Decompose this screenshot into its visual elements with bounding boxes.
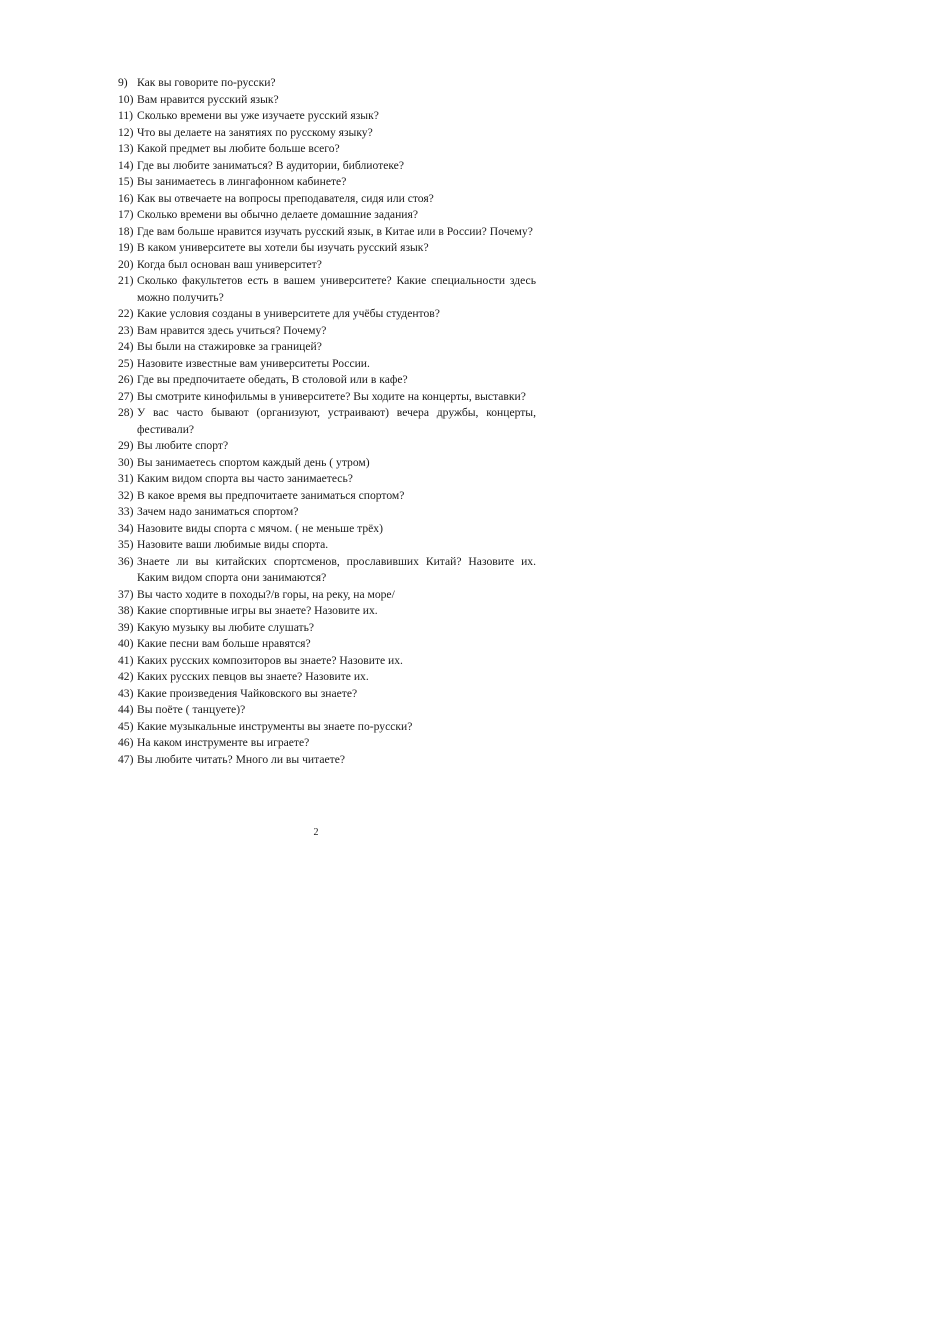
- question-text: Назовите ваши любимые виды спорта.: [137, 538, 329, 551]
- question-item: [118, 686, 536, 703]
- question-number: 20): [118, 257, 134, 271]
- question-number: 9): [118, 76, 128, 89]
- question-item: [118, 306, 536, 323]
- question-text: Какую музыку вы любите слушать?: [137, 620, 315, 634]
- question-number: 28): [118, 406, 134, 419]
- question-item: [118, 438, 536, 455]
- question-text: Какие спортивные игры вы знаете? Назовите их.: [137, 604, 378, 617]
- question-text: В какое время вы предпочитаете заниматься спортом?: [137, 488, 405, 502]
- question-number: 17): [118, 208, 134, 221]
- question-text: Как вы отвечаете на вопросы преподавателя, сидя или стоя?: [137, 191, 434, 205]
- question-item: [118, 669, 536, 686]
- question-number: 25): [118, 356, 134, 370]
- question-item: [118, 273, 536, 306]
- question-number: 23): [118, 323, 134, 337]
- question-item: [118, 488, 536, 505]
- question-text: Где вам больше нравится изучать русский язык, в Китае или в России? Почему?: [137, 224, 533, 238]
- question-item: [118, 405, 536, 438]
- question-number: 47): [118, 752, 134, 766]
- question-item: [118, 455, 536, 472]
- question-text: Назовите виды спорта с мячом. ( не меньше трёх): [137, 521, 383, 535]
- question-item: [118, 521, 536, 538]
- question-number: 11): [118, 109, 134, 122]
- question-item: [118, 207, 536, 224]
- question-number: 16): [118, 191, 134, 205]
- question-text: Вы любите читать? Много ли вы читаете?: [137, 752, 345, 766]
- question-text: Сколько времени вы уже изучаете русский язык?: [137, 109, 379, 122]
- question-text: Сколько времени вы обычно делаете домашние задания?: [137, 208, 418, 221]
- question-number: 45): [118, 719, 134, 733]
- question-item: [118, 636, 536, 653]
- question-number: 26): [118, 373, 134, 386]
- question-text: У вас часто бывают (организуют, устраивают) вечера дружбы, концерты, фестивали?: [137, 406, 536, 436]
- question-text: Вы любите спорт?: [137, 439, 229, 452]
- question-text: Вы занимаетесь спортом каждый день ( утром): [137, 455, 370, 469]
- question-text: В каком университете вы хотели бы изучать русский язык?: [137, 241, 429, 254]
- question-text: Знаете ли вы китайских спортсменов, прославивших Китай? Назовите их. Каким видом спорта они занимаются?: [137, 554, 536, 584]
- question-number: 31): [118, 472, 134, 485]
- question-number: 32): [118, 488, 134, 502]
- question-text: Когда был основан ваш университет?: [137, 257, 322, 271]
- question-text: Сколько факультетов есть в вашем университете? Какие специальности здесь можно получить?: [137, 274, 536, 304]
- question-item: [118, 339, 536, 356]
- question-text: Назовите известные вам университеты России.: [137, 356, 370, 370]
- question-text: На каком инструменте вы играете?: [137, 736, 310, 749]
- question-text: Где вы любите заниматься? В аудитории, библиотеке?: [137, 158, 404, 172]
- question-number: 39): [118, 620, 134, 634]
- question-item: [118, 620, 536, 637]
- question-text: Что вы делаете на занятиях по русскому языку?: [137, 125, 373, 139]
- question-item: [118, 158, 536, 175]
- question-number: 15): [118, 175, 134, 188]
- question-number: 21): [118, 274, 134, 287]
- question-item: [118, 191, 536, 208]
- question-number: 24): [118, 340, 134, 353]
- question-number: 41): [118, 653, 134, 667]
- question-text: Вы часто ходите в походы?/в горы, на реку, на море/: [137, 587, 395, 601]
- question-number: 12): [118, 125, 134, 139]
- question-item: [118, 92, 536, 109]
- question-text: Какие музыкальные инструменты вы знаете по-русски?: [137, 719, 413, 733]
- question-number: 36): [118, 554, 134, 568]
- question-text: Вам нравится русский язык?: [137, 92, 279, 106]
- question-item: [118, 603, 536, 620]
- question-item: [118, 75, 536, 92]
- question-item: [118, 224, 536, 241]
- question-text: Вы смотрите кинофильмы в университете? Вы ходите на концерты, выставки?: [137, 389, 526, 403]
- question-number: 37): [118, 587, 134, 601]
- question-item: [118, 504, 536, 521]
- question-item: [118, 653, 536, 670]
- question-item: [118, 471, 536, 488]
- question-number: 13): [118, 142, 134, 155]
- question-number: 10): [118, 92, 134, 106]
- question-item: [118, 372, 536, 389]
- question-text: Как вы говорите по-русски?: [137, 76, 276, 89]
- question-number: 44): [118, 703, 134, 716]
- question-list: [118, 75, 536, 768]
- question-item: [118, 108, 536, 125]
- question-text: Зачем надо заниматься спортом?: [137, 505, 299, 518]
- question-item: [118, 719, 536, 736]
- question-text: Где вы предпочитаете обедать, В столовой или в кафе?: [137, 373, 408, 386]
- question-number: 29): [118, 439, 134, 452]
- question-text: Какие произведения Чайковского вы знаете?: [137, 686, 358, 700]
- question-number: 34): [118, 521, 134, 535]
- question-item: [118, 257, 536, 274]
- question-text: Какие условия созданы в университете для учёбы студентов?: [137, 307, 440, 320]
- question-item: [118, 174, 536, 191]
- question-text: Вы занимаетесь в лингафонном кабинете?: [137, 175, 347, 188]
- question-item: [118, 240, 536, 257]
- question-number: 27): [118, 389, 134, 403]
- question-number: 18): [118, 224, 134, 238]
- question-text: Вам нравится здесь учиться? Почему?: [137, 323, 327, 337]
- question-number: 14): [118, 158, 134, 172]
- question-text: Какой предмет вы любите больше всего?: [137, 142, 340, 155]
- question-item: [118, 141, 536, 158]
- question-number: 30): [118, 455, 134, 469]
- question-number: 38): [118, 604, 134, 617]
- question-number: 33): [118, 505, 134, 518]
- question-item: [118, 356, 536, 373]
- question-text: Каких русских композиторов вы знаете? Назовите их.: [137, 653, 403, 667]
- question-item: [118, 537, 536, 554]
- question-text: Вы были на стажировке за границей?: [137, 340, 322, 353]
- question-number: 40): [118, 637, 134, 650]
- question-text: Каких русских певцов вы знаете? Назовите их.: [137, 670, 369, 683]
- question-item: [118, 587, 536, 604]
- question-text: Вы поёте ( танцуете)?: [137, 703, 246, 716]
- question-item: [118, 125, 536, 142]
- question-number: 35): [118, 538, 134, 551]
- question-number: 19): [118, 241, 134, 254]
- question-item: [118, 389, 536, 406]
- question-number: 46): [118, 736, 134, 749]
- question-number: 43): [118, 686, 134, 700]
- question-text: Какие песни вам больше нравятся?: [137, 637, 311, 650]
- question-item: [118, 735, 536, 752]
- question-number: 22): [118, 307, 134, 320]
- question-item: [118, 554, 536, 587]
- question-item: [118, 752, 536, 769]
- question-item: [118, 702, 536, 719]
- question-item: [118, 323, 536, 340]
- question-text: Каким видом спорта вы часто занимаетесь?: [137, 472, 353, 485]
- question-number: 42): [118, 670, 134, 683]
- page-number: 2: [313, 827, 319, 838]
